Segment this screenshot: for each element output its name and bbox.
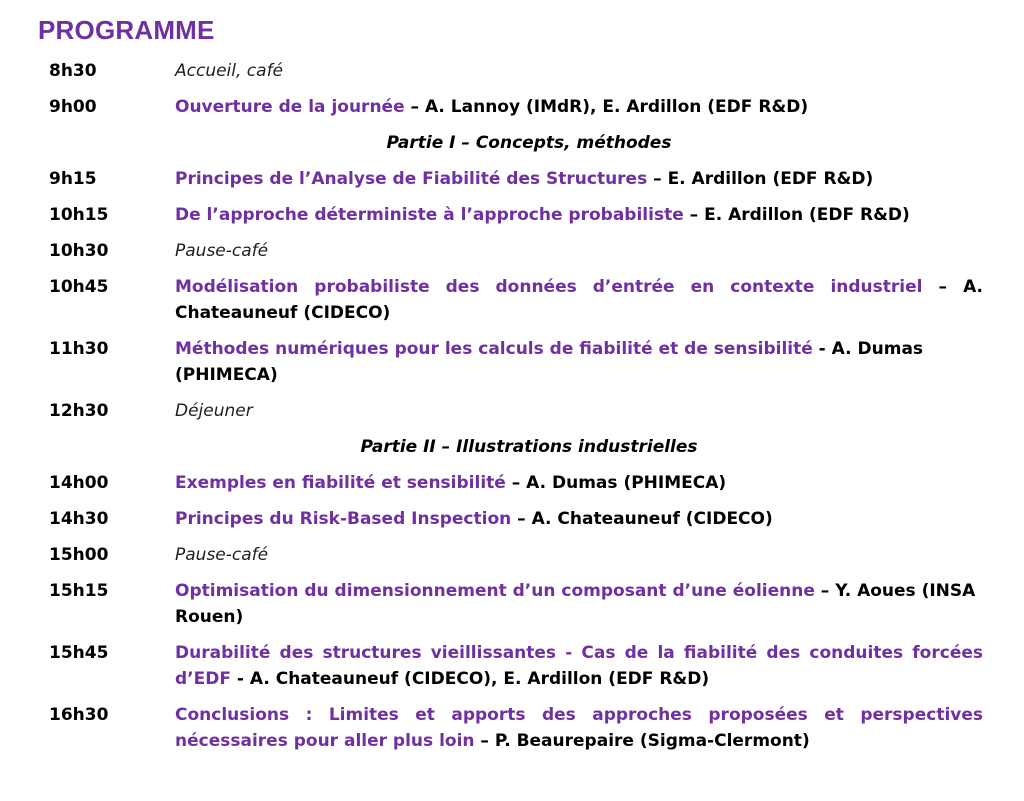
speaker-name: A. Lannoy (IMdR), E. Ardillon (EDF R&D) bbox=[424, 97, 809, 117]
speaker-name: A. Dumas (PHIMECA) bbox=[175, 339, 924, 385]
session-title: Conclusions : Limites et apports des approches proposées et perspectives nécessaires pour aller plus loin bbox=[175, 705, 983, 751]
page-title: PROGRAMME bbox=[38, 15, 215, 45]
schedule-row-methodes bbox=[0, 336, 1024, 388]
schedule-row-ouverture bbox=[0, 94, 1024, 120]
row-entry bbox=[175, 702, 983, 754]
schedule-row-optimisation bbox=[0, 578, 1024, 630]
row-entry bbox=[175, 274, 983, 326]
speaker-name: A. Chateauneuf (CIDECO) bbox=[175, 277, 983, 323]
session-title: Méthodes numériques pour les calculs de fiabilité et de sensibilité bbox=[175, 339, 813, 359]
row-entry bbox=[175, 640, 983, 692]
row-time: 8h30 bbox=[49, 61, 97, 81]
separator: – bbox=[505, 473, 527, 493]
session-title: Exemples en fiabilité et sensibilité bbox=[175, 473, 506, 493]
schedule-row-exemples bbox=[0, 470, 1024, 496]
row-time: 14h30 bbox=[49, 509, 109, 529]
row-entry bbox=[175, 398, 983, 424]
row-time: 14h00 bbox=[49, 473, 109, 493]
row-time: 9h15 bbox=[49, 169, 97, 189]
row-entry bbox=[175, 202, 983, 228]
row-entry bbox=[175, 166, 983, 192]
row-time: 10h45 bbox=[49, 277, 109, 297]
row-entry bbox=[175, 470, 983, 496]
schedule-row-rbi bbox=[0, 506, 1024, 532]
row-time: 15h45 bbox=[49, 643, 109, 663]
schedule-row-durabilite bbox=[0, 640, 1024, 692]
row-entry bbox=[175, 336, 983, 388]
separator: – bbox=[474, 731, 495, 751]
session-title: Principes de l’Analyse de Fiabilité des Structures bbox=[175, 169, 648, 189]
row-entry bbox=[175, 94, 983, 120]
schedule-row-modelisation bbox=[0, 274, 1024, 326]
schedule-row-accueil bbox=[0, 58, 1024, 84]
speaker-name: A. Dumas (PHIMECA) bbox=[526, 473, 727, 493]
separator: – bbox=[683, 205, 705, 225]
break-label: Pause-café bbox=[175, 545, 269, 565]
session-title: De l’approche déterministe à l’approche probabiliste bbox=[175, 205, 684, 225]
schedule-row-principes-fiabilite bbox=[0, 166, 1024, 192]
separator: – bbox=[922, 277, 964, 297]
session-title: Principes du Risk-Based Inspection bbox=[175, 509, 512, 529]
row-time: 16h30 bbox=[49, 705, 109, 725]
separator: – bbox=[647, 169, 668, 189]
row-time: 12h30 bbox=[49, 401, 109, 421]
separator: – bbox=[814, 581, 836, 601]
speaker-name: A. Chateauneuf (CIDECO) bbox=[531, 509, 773, 529]
schedule-row-pause-1 bbox=[0, 238, 1024, 264]
row-entry bbox=[175, 542, 983, 568]
separator: - bbox=[812, 339, 832, 359]
programme-list bbox=[0, 58, 1024, 764]
separator: – bbox=[404, 97, 425, 117]
break-label: Pause-café bbox=[175, 241, 269, 261]
schedule-row-pause-2 bbox=[0, 542, 1024, 568]
row-time: 15h00 bbox=[49, 545, 109, 565]
speaker-name: A. Chateauneuf (CIDECO), E. Ardillon (EDF R&D) bbox=[249, 669, 710, 689]
row-entry bbox=[175, 506, 983, 532]
session-title: Ouverture de la journée bbox=[175, 97, 405, 117]
schedule-row-conclusions bbox=[0, 702, 1024, 754]
section-heading-partie-2: Partie II – Illustrations industrielles bbox=[360, 437, 698, 457]
row-time: 10h30 bbox=[49, 241, 109, 261]
speaker-name: E. Ardillon (EDF R&D) bbox=[667, 169, 874, 189]
speaker-name: P. Beaurepaire (Sigma-Clermont) bbox=[494, 731, 810, 751]
break-label: Accueil, café bbox=[175, 61, 284, 81]
row-time: 10h15 bbox=[49, 205, 109, 225]
row-time: 11h30 bbox=[49, 339, 109, 359]
speaker-name: Y. Aoues (INSA Rouen) bbox=[175, 581, 976, 627]
break-label: Déjeuner bbox=[175, 401, 253, 421]
row-time: 15h15 bbox=[49, 581, 109, 601]
separator: - bbox=[230, 669, 250, 689]
row-time: 9h00 bbox=[49, 97, 97, 117]
schedule-row-approche bbox=[0, 202, 1024, 228]
session-title: Optimisation du dimensionnement d’un composant d’une éolienne bbox=[175, 581, 815, 601]
separator: – bbox=[511, 509, 532, 529]
session-title: Modélisation probabiliste des données d’entrée en contexte industriel bbox=[175, 277, 923, 297]
speaker-name: E. Ardillon (EDF R&D) bbox=[704, 205, 910, 225]
row-entry bbox=[175, 58, 983, 84]
row-entry bbox=[175, 238, 983, 264]
row-entry bbox=[175, 578, 983, 630]
schedule-row-dejeuner bbox=[0, 398, 1024, 424]
section-heading-partie-1: Partie I – Concepts, méthodes bbox=[386, 133, 672, 153]
session-title: Durabilité des structures vieillissantes - Cas de la fiabilité des conduites forcées d’EDF bbox=[175, 643, 983, 689]
